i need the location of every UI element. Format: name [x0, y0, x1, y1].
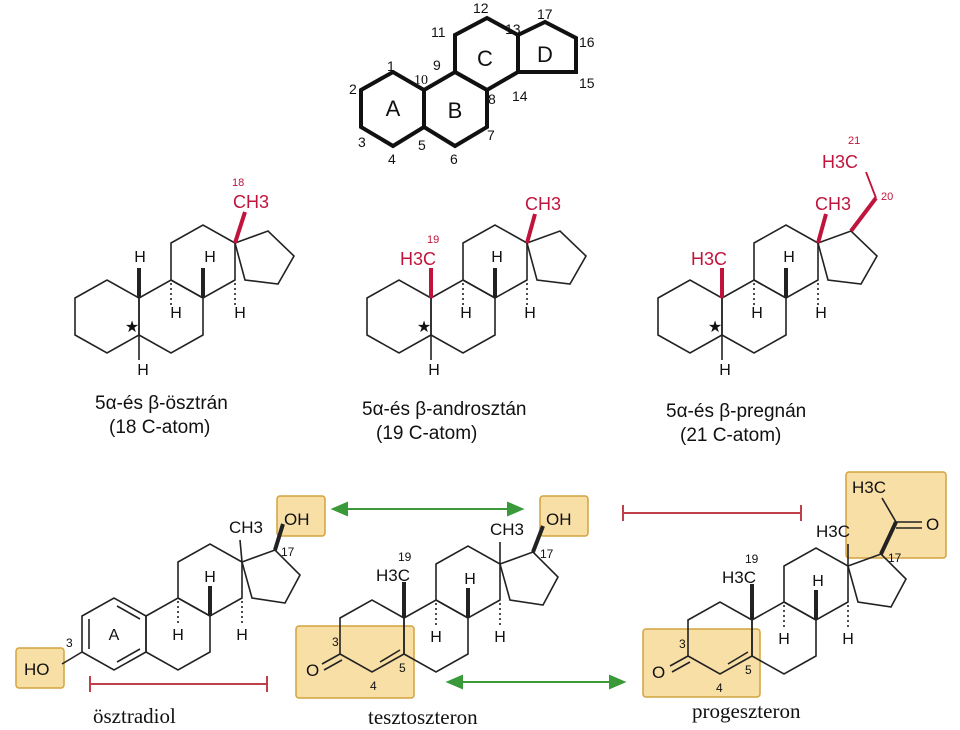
- svg-text:13: 13: [505, 21, 521, 37]
- svg-text:H3C: H3C: [822, 152, 859, 172]
- svg-text:5: 5: [418, 137, 426, 153]
- svg-text:H: H: [430, 629, 442, 646]
- estrane-carbons: (18 C-atom): [109, 416, 211, 438]
- svg-text:17: 17: [888, 551, 902, 565]
- green-arrow-bottom: [448, 676, 624, 688]
- svg-text:4: 4: [716, 681, 723, 695]
- svg-text:H: H: [460, 305, 472, 322]
- svg-text:H: H: [204, 569, 216, 586]
- svg-text:★: ★: [707, 319, 723, 336]
- svg-text:H: H: [170, 305, 182, 322]
- svg-text:A: A: [108, 627, 120, 644]
- svg-text:H: H: [842, 631, 854, 648]
- svg-text:H: H: [815, 305, 827, 322]
- svg-text:19: 19: [745, 552, 759, 566]
- steroid-skeleton: [361, 18, 576, 146]
- svg-text:CH3: CH3: [815, 194, 852, 214]
- svg-text:17: 17: [537, 6, 553, 22]
- androstane-caption: [362, 398, 527, 446]
- androstane-carbons: (19 C-atom): [376, 422, 478, 444]
- svg-text:OH: OH: [546, 510, 572, 529]
- red-bar-bottom: [90, 676, 267, 692]
- svg-text:H: H: [134, 249, 146, 266]
- estrane-name: 5α-és β-ösztrán: [95, 393, 228, 414]
- svg-text:H3C: H3C: [816, 522, 851, 541]
- svg-text:H: H: [204, 249, 216, 266]
- svg-text:A: A: [385, 96, 401, 121]
- androstane-name: 5α-és β-androsztán: [362, 399, 527, 420]
- svg-text:H3C: H3C: [722, 568, 757, 587]
- svg-text:H: H: [751, 305, 763, 322]
- svg-text:12: 12: [473, 0, 489, 16]
- svg-text:17: 17: [540, 547, 554, 561]
- svg-text:6: 6: [450, 151, 458, 167]
- green-arrow-top: [333, 503, 522, 515]
- svg-text:3: 3: [66, 636, 73, 650]
- svg-text:19: 19: [398, 550, 412, 564]
- pregnane-carbons: (21 C-atom): [680, 424, 782, 446]
- svg-text:9: 9: [433, 57, 441, 73]
- svg-text:18: 18: [232, 177, 245, 189]
- svg-text:5: 5: [399, 661, 406, 675]
- svg-text:H: H: [494, 629, 506, 646]
- pregnane-name: 5α-és β-pregnán: [666, 401, 807, 422]
- progesterone-caption: progeszteron: [692, 699, 801, 723]
- svg-text:1: 1: [387, 58, 395, 74]
- svg-text:H: H: [137, 362, 149, 379]
- svg-text:H: H: [428, 362, 440, 379]
- svg-text:B: B: [447, 98, 463, 123]
- svg-text:5: 5: [745, 663, 752, 677]
- svg-text:H: H: [236, 627, 248, 644]
- svg-text:3: 3: [332, 635, 339, 649]
- testosterone-caption: tesztoszteron: [368, 705, 478, 729]
- svg-text:O: O: [306, 661, 320, 680]
- svg-text:O: O: [652, 663, 666, 682]
- svg-text:★: ★: [416, 319, 432, 336]
- svg-text:H: H: [783, 249, 795, 266]
- svg-text:14: 14: [512, 88, 528, 104]
- svg-text:17: 17: [281, 545, 295, 559]
- pregnane-caption: [666, 400, 806, 448]
- svg-text:H3C: H3C: [691, 249, 728, 269]
- svg-text:H: H: [812, 573, 824, 590]
- svg-text:CH3: CH3: [525, 194, 562, 214]
- svg-text:CH3: CH3: [490, 520, 525, 539]
- svg-text:O: O: [926, 515, 940, 534]
- svg-text:OH: OH: [284, 510, 310, 529]
- svg-text:H: H: [524, 305, 536, 322]
- pregnane-structure: [658, 135, 893, 379]
- estradiol-caption: ösztradiol: [93, 704, 176, 728]
- svg-text:2: 2: [349, 81, 357, 97]
- svg-text:H3C: H3C: [400, 249, 437, 269]
- svg-text:15: 15: [579, 75, 595, 91]
- svg-text:C: C: [477, 46, 493, 71]
- svg-text:H: H: [491, 249, 503, 266]
- highlight-boxes: [16, 472, 946, 698]
- svg-text:H3C: H3C: [376, 566, 411, 585]
- svg-text:D: D: [537, 42, 553, 67]
- svg-text:H: H: [719, 362, 731, 379]
- svg-text:11: 11: [431, 24, 446, 40]
- androstane-structure: [367, 194, 586, 379]
- svg-text:H3C: H3C: [852, 478, 887, 497]
- svg-text:★: ★: [124, 319, 140, 336]
- svg-text:3: 3: [679, 637, 686, 651]
- svg-text:CH3: CH3: [229, 518, 264, 537]
- svg-text:4: 4: [370, 679, 377, 693]
- estrane-caption: [95, 392, 228, 440]
- svg-text:20: 20: [881, 191, 894, 203]
- estradiol-structure: [24, 510, 310, 679]
- svg-text:4: 4: [388, 151, 396, 167]
- svg-text:H: H: [234, 305, 246, 322]
- svg-text:16: 16: [579, 34, 595, 50]
- svg-text:10: 10: [414, 73, 428, 88]
- svg-text:8: 8: [488, 91, 496, 107]
- svg-text:H: H: [172, 627, 184, 644]
- svg-text:7: 7: [487, 127, 495, 143]
- svg-text:3: 3: [358, 134, 366, 150]
- svg-text:H: H: [778, 631, 790, 648]
- estrane-structure: [75, 177, 294, 379]
- svg-text:CH3: CH3: [233, 192, 270, 212]
- svg-text:21: 21: [848, 135, 861, 147]
- svg-text:19: 19: [427, 234, 440, 246]
- red-bar-top: [623, 505, 801, 521]
- svg-text:H: H: [464, 571, 476, 588]
- svg-text:HO: HO: [24, 660, 50, 679]
